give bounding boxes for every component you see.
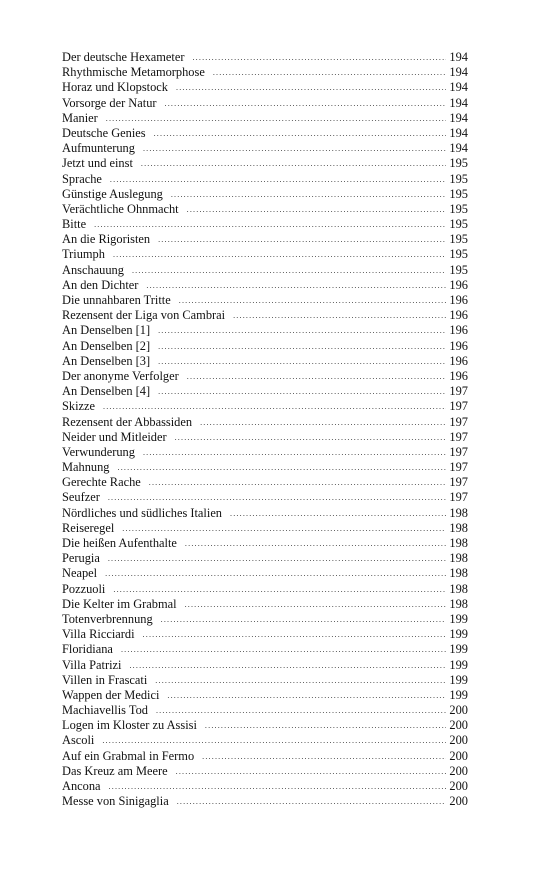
entry-page-number: 199 bbox=[449, 657, 468, 672]
entry-page-number: 199 bbox=[449, 687, 468, 702]
dot-leader bbox=[146, 278, 446, 293]
entry-title: Triumph bbox=[62, 247, 105, 262]
entry-title: Mahnung bbox=[62, 460, 110, 475]
entry-title: Neider und Mitleider bbox=[62, 429, 167, 444]
entry-title: Reiseregel bbox=[62, 520, 115, 535]
entry-page-number: 197 bbox=[449, 399, 468, 414]
entry-page-number: 197 bbox=[449, 384, 468, 399]
entry-page-number: 200 bbox=[449, 779, 468, 793]
dot-leader bbox=[155, 673, 446, 688]
dot-leader bbox=[167, 688, 446, 703]
entry-title: Verwunderung bbox=[62, 444, 135, 459]
dot-leader bbox=[158, 232, 446, 247]
toc-entry bbox=[62, 445, 468, 460]
entry-title: Der deutsche Hexameter bbox=[62, 50, 185, 64]
toc-entry bbox=[62, 506, 468, 521]
toc-entry bbox=[62, 460, 468, 475]
dot-leader bbox=[143, 445, 446, 460]
entry-page-number: 198 bbox=[449, 581, 468, 596]
entry-page-number: 196 bbox=[449, 308, 468, 323]
entry-page-number: 198 bbox=[449, 551, 468, 566]
entry-page-number: 200 bbox=[449, 763, 468, 778]
dot-leader bbox=[106, 111, 447, 126]
entry-title: Rhythmische Metamorphose bbox=[62, 65, 205, 80]
entry-page-number: 195 bbox=[449, 201, 468, 216]
entry-title: Günstige Auslegung bbox=[62, 186, 163, 201]
entry-title: Floridiana bbox=[62, 642, 113, 657]
dot-leader bbox=[161, 612, 447, 627]
entry-page-number: 200 bbox=[449, 733, 468, 748]
entry-title: Manier bbox=[62, 110, 98, 125]
dot-leader bbox=[141, 156, 447, 171]
toc-entry bbox=[62, 673, 468, 688]
entry-title: Pozzuoli bbox=[62, 581, 106, 596]
toc-entry bbox=[62, 566, 468, 581]
toc-entry bbox=[62, 65, 468, 80]
toc-entry bbox=[62, 354, 468, 369]
dot-leader bbox=[171, 187, 447, 202]
entry-page-number: 196 bbox=[449, 293, 468, 307]
toc-entry bbox=[62, 96, 468, 111]
entry-page-number: 198 bbox=[449, 596, 468, 611]
dot-leader bbox=[176, 764, 447, 779]
dot-leader bbox=[187, 369, 447, 384]
toc-entry bbox=[62, 323, 468, 338]
toc-entry bbox=[62, 172, 468, 187]
toc-entry bbox=[62, 551, 468, 566]
entry-page-number: 195 bbox=[449, 262, 468, 277]
dot-leader bbox=[113, 582, 446, 597]
dot-leader bbox=[103, 399, 446, 414]
dot-leader bbox=[187, 202, 447, 217]
toc-entry bbox=[62, 475, 468, 490]
entry-title: An die Rigoristen bbox=[62, 232, 151, 247]
table-of-contents bbox=[62, 50, 468, 809]
entry-page-number: 200 bbox=[449, 748, 468, 763]
entry-title: Vorsorge der Natur bbox=[62, 95, 157, 110]
entry-page-number: 195 bbox=[449, 217, 468, 232]
dot-leader bbox=[118, 460, 447, 475]
dot-leader bbox=[185, 536, 446, 551]
entry-page-number: 197 bbox=[449, 460, 468, 475]
dot-leader bbox=[200, 415, 446, 430]
dot-leader bbox=[143, 141, 446, 156]
toc-entry bbox=[62, 658, 468, 673]
entry-title: Villa Patrizi bbox=[62, 657, 122, 672]
dot-leader bbox=[110, 172, 446, 187]
dot-leader bbox=[213, 65, 447, 80]
dot-leader bbox=[122, 521, 446, 536]
toc-entry bbox=[62, 369, 468, 384]
entry-page-number: 194 bbox=[449, 141, 468, 156]
toc-entry bbox=[62, 50, 468, 65]
entry-page-number: 196 bbox=[449, 277, 468, 292]
dot-leader bbox=[176, 80, 446, 95]
dot-leader bbox=[202, 749, 446, 764]
entry-page-number: 198 bbox=[449, 536, 468, 550]
dot-leader bbox=[205, 718, 446, 733]
dot-leader bbox=[165, 96, 447, 111]
dot-leader bbox=[230, 506, 446, 521]
toc-entry bbox=[62, 612, 468, 627]
entry-title: Ascoli bbox=[62, 733, 95, 748]
entry-page-number: 194 bbox=[449, 95, 468, 110]
dot-leader bbox=[105, 566, 446, 581]
toc-entry bbox=[62, 642, 468, 657]
entry-page-number: 197 bbox=[449, 444, 468, 459]
toc-entry bbox=[62, 794, 468, 809]
toc-entry bbox=[62, 536, 468, 551]
entry-title: Rezensent der Abbassiden bbox=[62, 414, 193, 429]
entry-page-number: 197 bbox=[449, 429, 468, 444]
entry-page-number: 199 bbox=[449, 642, 468, 657]
toc-entry bbox=[62, 597, 468, 612]
entry-page-number: 195 bbox=[449, 232, 468, 247]
entry-page-number: 195 bbox=[449, 171, 468, 186]
toc-entry bbox=[62, 733, 468, 748]
entry-title: Bitte bbox=[62, 217, 87, 232]
entry-title: Horaz und Klopstock bbox=[62, 80, 168, 95]
entry-title: Sprache bbox=[62, 171, 102, 186]
toc-entry bbox=[62, 293, 468, 308]
toc-entry bbox=[62, 156, 468, 171]
dot-leader bbox=[158, 384, 446, 399]
dot-leader bbox=[121, 642, 446, 657]
dot-leader bbox=[108, 551, 447, 566]
toc-entry bbox=[62, 187, 468, 202]
entry-page-number: 195 bbox=[449, 186, 468, 201]
entry-title: Villa Ricciardi bbox=[62, 627, 135, 642]
toc-entry bbox=[62, 779, 468, 794]
entry-title: Neapel bbox=[62, 566, 98, 581]
entry-title: Seufzer bbox=[62, 490, 100, 505]
dot-leader bbox=[158, 323, 446, 338]
toc-entry bbox=[62, 339, 468, 354]
entry-title: An Denselben [2] bbox=[62, 338, 151, 353]
entry-title: Logen im Kloster zu Assisi bbox=[62, 718, 197, 733]
entry-title: Ancona bbox=[62, 779, 101, 793]
toc-entry bbox=[62, 688, 468, 703]
toc-entry bbox=[62, 308, 468, 323]
dot-leader bbox=[113, 247, 446, 262]
toc-entry bbox=[62, 278, 468, 293]
entry-page-number: 196 bbox=[449, 353, 468, 368]
dot-leader bbox=[185, 597, 447, 612]
entry-page-number: 200 bbox=[449, 703, 468, 718]
toc-entry bbox=[62, 490, 468, 505]
entry-page-number: 194 bbox=[449, 50, 468, 64]
toc-entry bbox=[62, 232, 468, 247]
toc-entry bbox=[62, 247, 468, 262]
dot-leader bbox=[154, 126, 447, 141]
entry-title: Messe von Sinigaglia bbox=[62, 794, 169, 809]
entry-page-number: 194 bbox=[449, 125, 468, 140]
dot-leader bbox=[233, 308, 446, 323]
dot-leader bbox=[158, 339, 446, 354]
entry-page-number: 199 bbox=[449, 672, 468, 687]
entry-page-number: 194 bbox=[449, 80, 468, 95]
dot-leader bbox=[108, 490, 447, 505]
toc-entry bbox=[62, 582, 468, 597]
dot-leader bbox=[94, 217, 446, 232]
entry-title: Die Kelter im Grabmal bbox=[62, 596, 177, 611]
entry-page-number: 195 bbox=[449, 247, 468, 262]
dot-leader bbox=[102, 733, 446, 748]
entry-title: Das Kreuz am Meere bbox=[62, 763, 168, 778]
entry-page-number: 199 bbox=[449, 627, 468, 642]
entry-title: Rezensent der Liga von Cambrai bbox=[62, 308, 226, 323]
entry-page-number: 196 bbox=[449, 368, 468, 383]
dot-leader bbox=[192, 50, 446, 65]
entry-title: An Denselben [4] bbox=[62, 384, 151, 399]
entry-page-number: 196 bbox=[449, 323, 468, 338]
entry-page-number: 197 bbox=[449, 490, 468, 505]
toc-entry bbox=[62, 703, 468, 718]
entry-page-number: 195 bbox=[449, 156, 468, 171]
entry-title: Deutsche Genies bbox=[62, 125, 146, 140]
toc-entry bbox=[62, 718, 468, 733]
toc-entry bbox=[62, 217, 468, 232]
entry-page-number: 198 bbox=[449, 505, 468, 520]
entry-page-number: 197 bbox=[449, 414, 468, 429]
entry-title: Totenverbrennung bbox=[62, 611, 153, 626]
entry-title: Anschauung bbox=[62, 262, 124, 277]
entry-title: Gerechte Rache bbox=[62, 475, 141, 490]
dot-leader bbox=[149, 475, 447, 490]
entry-page-number: 200 bbox=[449, 794, 468, 809]
entry-page-number: 197 bbox=[449, 475, 468, 490]
entry-title: Machiavellis Tod bbox=[62, 703, 148, 718]
entry-title: Verächtliche Ohnmacht bbox=[62, 201, 179, 216]
entry-title: Aufmunterung bbox=[62, 141, 135, 156]
entry-title: Perugia bbox=[62, 551, 100, 566]
toc-entry bbox=[62, 141, 468, 156]
toc-entry bbox=[62, 521, 468, 536]
toc-entry bbox=[62, 764, 468, 779]
entry-title: An Denselben [3] bbox=[62, 353, 151, 368]
entry-title: Nördliches und südliches Italien bbox=[62, 505, 223, 520]
toc-entry bbox=[62, 749, 468, 764]
entry-title: An den Dichter bbox=[62, 277, 139, 292]
entry-title: Der anonyme Verfolger bbox=[62, 368, 179, 383]
dot-leader bbox=[109, 779, 447, 794]
toc-entry bbox=[62, 627, 468, 642]
toc-entry bbox=[62, 430, 468, 445]
dot-leader bbox=[132, 263, 446, 278]
entry-page-number: 198 bbox=[449, 520, 468, 535]
dot-leader bbox=[179, 293, 447, 308]
entry-page-number: 200 bbox=[449, 718, 468, 733]
entry-title: Wappen der Medici bbox=[62, 687, 160, 702]
toc-entry bbox=[62, 263, 468, 278]
entry-title: Die unnahbaren Tritte bbox=[62, 293, 171, 307]
dot-leader bbox=[156, 703, 446, 718]
entry-title: Auf ein Grabmal in Fermo bbox=[62, 748, 195, 763]
entry-title: Jetzt und einst bbox=[62, 156, 133, 171]
dot-leader bbox=[175, 430, 447, 445]
entry-page-number: 194 bbox=[449, 110, 468, 125]
dot-leader bbox=[158, 354, 446, 369]
entry-page-number: 196 bbox=[449, 338, 468, 353]
toc-entry bbox=[62, 415, 468, 430]
entry-page-number: 199 bbox=[449, 611, 468, 626]
toc-entry bbox=[62, 111, 468, 126]
entry-title: An Denselben [1] bbox=[62, 323, 151, 338]
entry-title: Die heißen Aufenthalte bbox=[62, 536, 177, 550]
toc-entry bbox=[62, 202, 468, 217]
toc-entry bbox=[62, 126, 468, 141]
toc-entry bbox=[62, 80, 468, 95]
entry-title: Villen in Frascati bbox=[62, 672, 148, 687]
dot-leader bbox=[177, 794, 447, 809]
toc-entry bbox=[62, 384, 468, 399]
dot-leader bbox=[143, 627, 447, 642]
entry-page-number: 198 bbox=[449, 566, 468, 581]
entry-title: Skizze bbox=[62, 399, 96, 414]
entry-page-number: 194 bbox=[449, 65, 468, 80]
dot-leader bbox=[129, 658, 446, 673]
toc-entry bbox=[62, 399, 468, 414]
